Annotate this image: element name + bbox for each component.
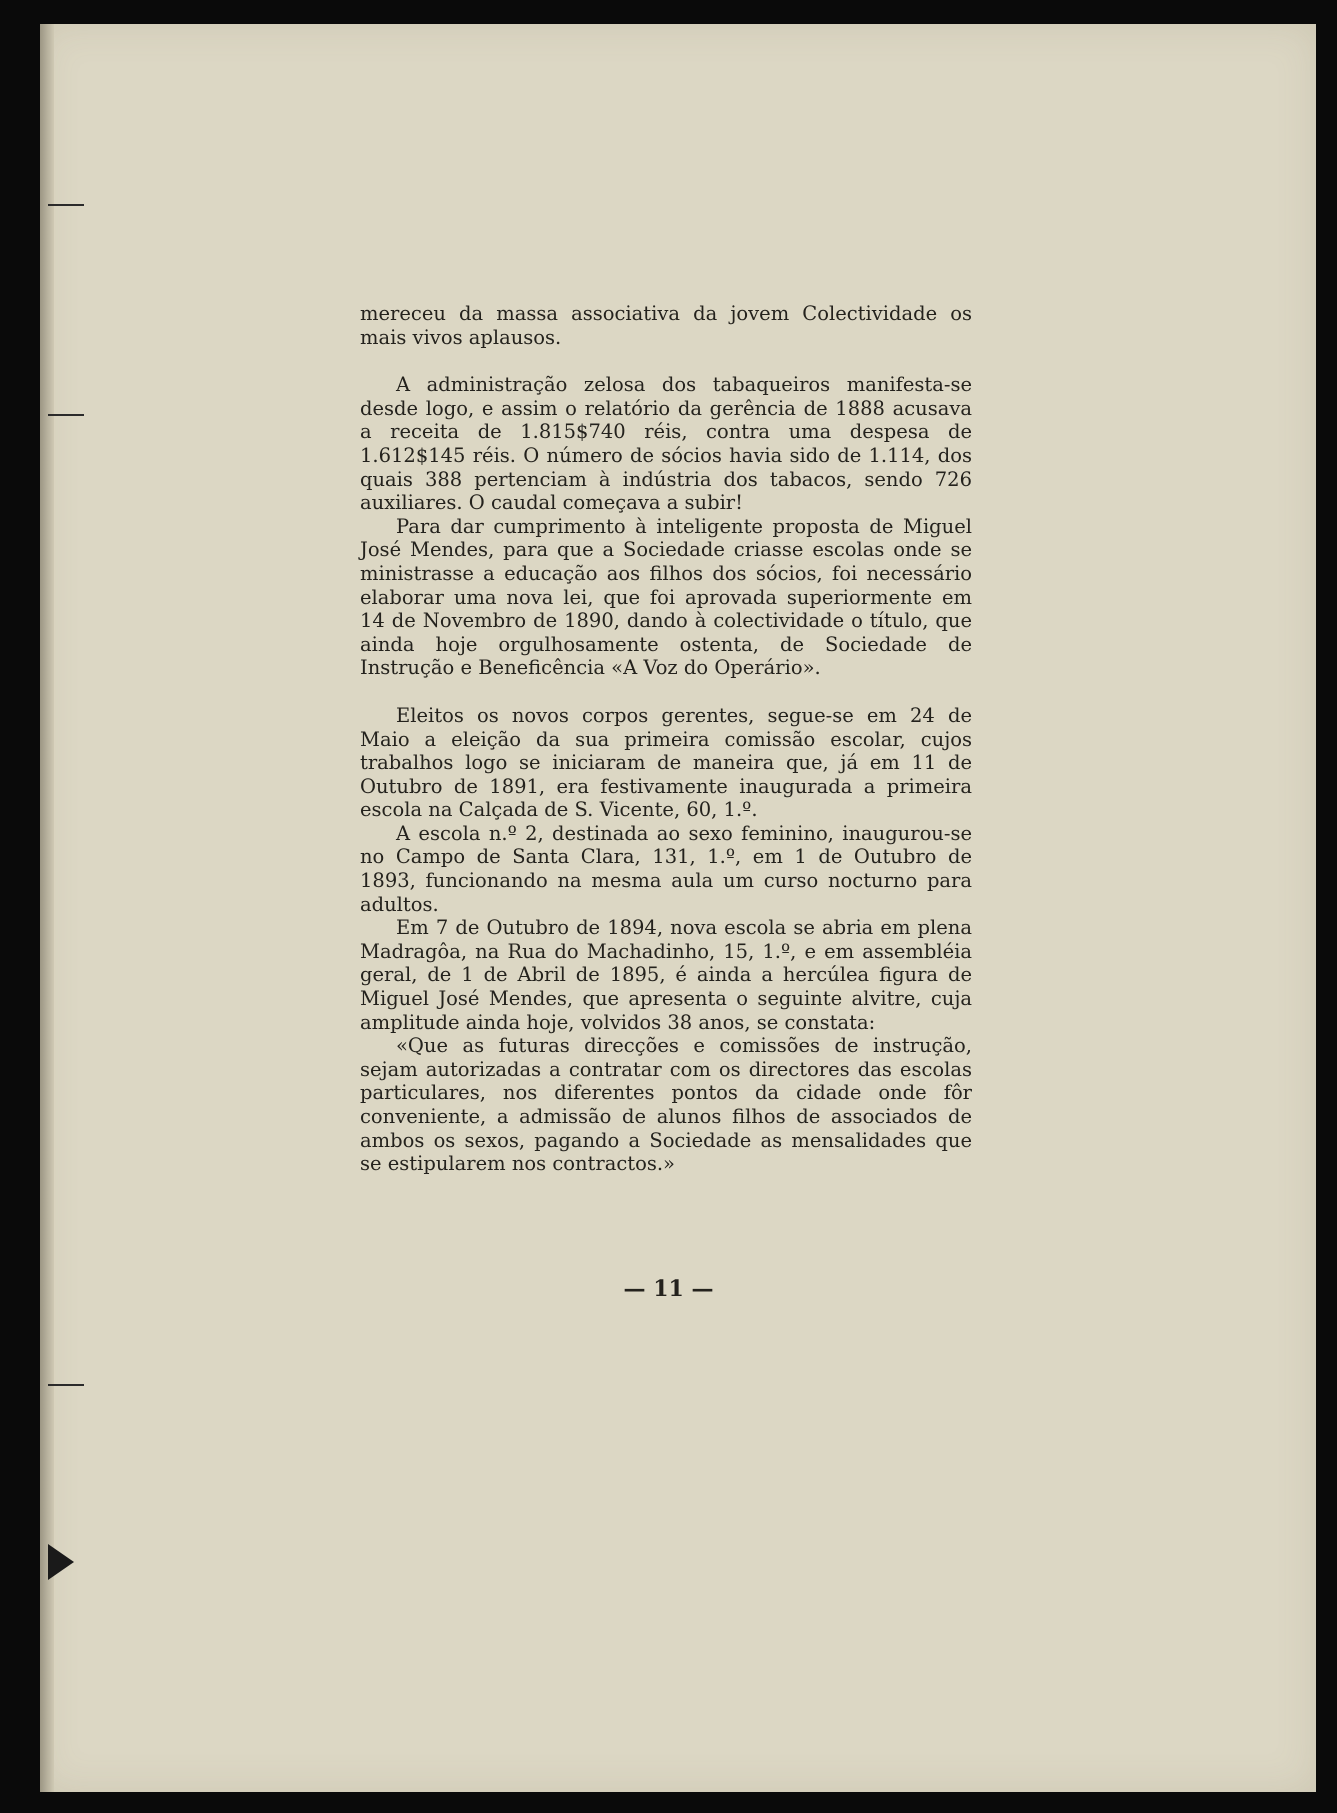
paragraph: Eleitos os novos corpos gerentes, segue-se em 24 de Maio a eleição da sua primeira comissão escolar, cujos trabalhos logo se iniciaram de maneira que, já em 11 de Outubro de 1891, era festivamente inaugurada a primeira escola na Calçada de S. Vicente, 60, 1.º.: [360, 703, 972, 822]
binding-arrow-mark: [48, 1544, 74, 1580]
paragraph: A escola n.º 2, destinada ao sexo feminino, inaugurou-se no Campo de Santa Clara, 131, 1.º, em 1 de Outubro de 1893, funcionando na mesma aula um curso nocturno para adultos.: [360, 821, 972, 916]
binding-mark: [48, 414, 84, 416]
paragraph: A administração zelosa dos tabaqueiros manifesta-se desde logo, e assim o relatório da gerência de 1888 acusava a receita de 1.815$740 réis, contra uma despesa de 1.612$145 réis. O número de sócios havia sido de 1.114, dos quais 388 pertenciam à indústria dos tabacos, sendo 726 auxiliares. O caudal começava a subir!: [360, 373, 972, 515]
paragraph: mereceu da massa associativa da jovem Colectividade os mais vivos aplausos.: [360, 302, 972, 349]
paragraph: Em 7 de Outubro de 1894, nova escola se abria em plena Madragôa, na Rua do Machadinho, 15, 1.º, e em assembléia geral, de 1 de Abril de 1895, é ainda a hercúlea figura de Miguel José Mendes, que apresenta o seguinte alvitre, cuja amplitude ainda hoje, volvidos 38 anos, se constata:: [360, 916, 972, 1034]
binding-mark: [48, 1384, 84, 1386]
quote-paragraph: «Que as futuras direcções e comissões de instrução, sejam autorizadas a contratar com os directores das escolas particulares, nos diferentes pontos da cidade onde fôr conveniente, a admissão de alunos filhos de associados de ambos os sexos, pagando a Sociedade as mensalidades que se estipularem nos contractos.»: [360, 1034, 972, 1176]
body-text: [360, 302, 972, 1176]
binding-mark: [48, 204, 84, 206]
page-binding-edge: [40, 24, 54, 1792]
page-number: — 11 —: [623, 1276, 714, 1302]
paragraph: Para dar cumprimento à inteligente proposta de Miguel José Mendes, para que a Sociedade criasse escolas onde se ministrasse a educação aos filhos dos sócios, foi necessário elaborar uma nova lei, que foi aprovada superiormente em 14 de Novembro de 1890, dando à colectividade o título, que ainda hoje orgulhosamente ostenta, de Sociedade de Instrução e Beneficência «A Voz do Operário».: [360, 514, 972, 680]
